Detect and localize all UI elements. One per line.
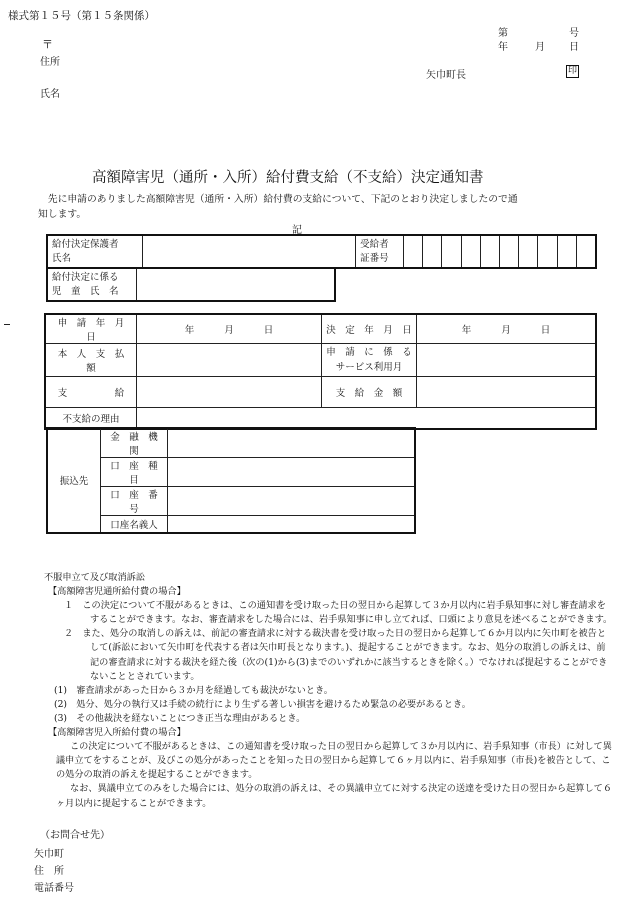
reason-field[interactable] — [137, 408, 597, 429]
recipient-digit[interactable] — [404, 235, 423, 268]
recipient-digit[interactable] — [423, 235, 442, 268]
seal-mark — [566, 65, 579, 78]
decision-table — [44, 313, 597, 430]
document-title: 高額障害児（通所・入所）給付費支給（不支給）決定通知書 — [92, 170, 484, 186]
transfer-label: 振込先 — [47, 428, 101, 533]
apply-date-field[interactable]: 年 月 日 — [137, 314, 322, 344]
seal-text: 印 — [567, 66, 577, 76]
pay-amount-label: 支 給 金 額 — [322, 377, 417, 408]
account-name-field[interactable] — [168, 516, 416, 533]
contact-heading: （お問合せ先） — [40, 830, 110, 841]
intro-line-2: 知します。 — [38, 209, 87, 220]
decide-date-field[interactable]: 年 月 日 — [417, 314, 597, 344]
service-month-field[interactable] — [417, 344, 597, 377]
name-label: 氏名 — [40, 89, 60, 100]
note-sub-3: (3) その他裁決を経ないことにつき正当な理由があるとき。 — [54, 712, 306, 724]
service-month-label: 申 請 に 係 る サービス利用月 — [322, 344, 417, 377]
recipient-table — [46, 234, 597, 269]
bank-label: 金 融 機 関 — [101, 428, 168, 458]
apply-date-label: 申 請 年 月 日 — [45, 314, 137, 344]
account-type-label: 口 座 種 目 — [101, 458, 168, 487]
recipient-digit[interactable] — [500, 235, 519, 268]
pay-label: 支 給 — [45, 377, 137, 408]
transfer-table — [46, 427, 416, 534]
recipient-digit[interactable] — [557, 235, 576, 268]
child-name-field[interactable] — [137, 268, 336, 301]
account-name-label: 口座名義人 — [101, 516, 168, 533]
form-number: 様式第１５号（第１５条関係） — [8, 10, 155, 22]
notes-heading: 不服申立て及び取消訴訟 — [44, 572, 146, 583]
date-month: 月 — [535, 42, 545, 53]
date-year: 年 — [498, 42, 508, 53]
pay-amount-field[interactable] — [417, 377, 597, 408]
date-day: 日 — [569, 42, 579, 53]
contact-phone: 電話番号 — [34, 883, 74, 894]
reason-label: 不支給の理由 — [45, 408, 137, 429]
note-sub-2: (2) 処分、処分の執行又は手続の続行により生ずる著しい損害を避けるため緊急の必要があるとき。 — [54, 698, 471, 710]
guardian-field[interactable] — [142, 235, 355, 268]
decide-date-label: 決 定 年 月 日 — [322, 314, 417, 344]
self-pay-field[interactable] — [137, 344, 322, 377]
doc-no-prefix: 第 — [498, 28, 508, 39]
note-item-2: ２ また、処分の取消しの訴えは、前記の審査請求に対する裁決書を受け取った日の翌日から起算して６か月以内に矢巾町を被告として(訴訟において矢巾町を代表する者は矢巾町長となります。)、提起することができます。なお、処分の取消しの訴えは、前記の審査請求に対する裁決を経た後（次の(1)から(3)までのいずれかに該当するときを除く。）でなければ提起することができないこととされています。 — [64, 628, 608, 682]
note-para-1: この決定について不服があるときは、この通知書を受け取った日の翌日から起算して３か月以内に、岩手県知事（市長）に対して異議申立てをすることが、及びこの処分があったことを知った日の翌日から起算して６ヶ月以内に、岩手県知事（市長)を被告として、この処分の取消の訴えを提起することができます。 — [56, 741, 612, 781]
child-table — [46, 267, 336, 302]
note-sub-1: (1) 審査請求があった日から３か月を経過しても裁決がないとき。 — [54, 684, 333, 696]
note-para-2: なお、異議申立てのみをした場合には、処分の取消の訴えは、その異議申立てに対する決定の送達を受けた日の翌日から起算して６ヶ月以内に提起することができます。 — [56, 783, 613, 809]
mayor-name: 矢巾町長 — [426, 70, 466, 81]
account-type-field[interactable] — [168, 458, 416, 487]
doc-no-suffix: 号 — [569, 28, 579, 39]
fold-mark — [4, 324, 10, 325]
pay-field[interactable] — [137, 377, 322, 408]
ki-marker: 記 — [292, 225, 302, 236]
section2-title: 【高額障害児入所給付費の場合】 — [48, 727, 186, 739]
guardian-label: 給付決定保護者 氏名 — [47, 235, 142, 268]
recipient-no-label: 受給者 証番号 — [356, 235, 404, 268]
recipient-digit[interactable] — [538, 235, 557, 268]
recipient-digit[interactable] — [519, 235, 538, 268]
account-no-field[interactable] — [168, 487, 416, 516]
recipient-digit[interactable] — [576, 235, 596, 268]
recipient-digit[interactable] — [442, 235, 461, 268]
recipient-digit[interactable] — [480, 235, 499, 268]
section1-title: 【高額障害児通所給付費の場合】 — [48, 586, 186, 598]
intro-line-1: 先に申請のありました高額障害児（通所・入所）給付費の支給について、下記のとおり決定しましたので通 — [38, 194, 518, 205]
address-label: 住所 — [40, 57, 60, 68]
account-no-label: 口 座 番 号 — [101, 487, 168, 516]
note-item-1: １ この決定について不服があるときは、この通知書を受け取った日の翌日から起算して３か月以内に岩手県知事に対し審査請求をすることができます。なお、審査請求をした場合には、岩手県知事に申し立てれば、口頭により意見を述べることができます。 — [64, 600, 613, 626]
bank-field[interactable] — [168, 428, 416, 458]
postal-mark: 〒 — [42, 38, 53, 51]
appeal-notes — [44, 571, 614, 811]
contact-address: 住 所 — [34, 866, 64, 877]
self-pay-label: 本 人 支 払 額 — [45, 344, 137, 377]
child-label: 給付決定に係る 児 童 氏 名 — [47, 268, 137, 301]
recipient-digit[interactable] — [461, 235, 480, 268]
contact-org: 矢巾町 — [34, 849, 64, 860]
